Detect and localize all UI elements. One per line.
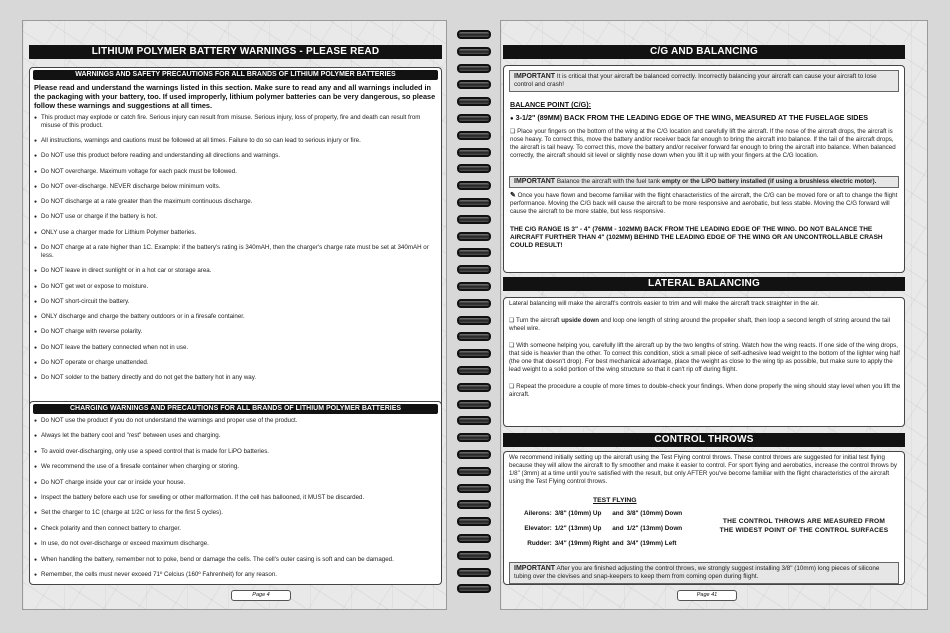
spiral-ring: [457, 349, 491, 358]
throws-intro: We recommend initially setting up the aircraft using the Test Flying control throws. These control throws are suggested for initial test flying because they will allow the aircraft to fly smoother and make it easier to control. For sport flying and aerobatics, increase the control throws by 1/8" (3mm) at a time until you're satisfied with the result, but only AFTER you've become familiar with the flight characteristics of the aircraft using the Test Flying control throws.: [509, 454, 897, 485]
spiral-ring: [457, 248, 491, 257]
balance-point-text: 3-1/2" (89MM) BACK FROM THE LEADING EDGE OF THE WING, MEASURED AT THE FUSELAGE SIDES: [515, 113, 869, 122]
cg-box: [503, 65, 905, 273]
left-page: [22, 20, 447, 610]
warnings-list: [30, 111, 441, 383]
important-text: It is critical that your aircraft be balanced correctly. Incorrectly balancing your aircraft can cause your aircraft to lose control and crash!: [514, 73, 877, 88]
throws-row: [524, 521, 685, 536]
cg-title: C/G AND BALANCING: [503, 45, 905, 59]
spiral-ring: [457, 433, 491, 442]
warning-item: ● Do NOT use this product before reading and understanding all directions and warnings.: [34, 152, 437, 160]
lateral-step-1-emphasis: upside down: [561, 317, 599, 324]
spiral-ring: [457, 551, 491, 560]
right-page: [500, 20, 928, 610]
lateral-title: LATERAL BALANCING: [503, 277, 905, 291]
charging-item: ● In use, do not over-discharge or exceed maximum discharge.: [34, 540, 437, 548]
charging-item: ● We recommend the use of a firesafe container when charging or storing.: [34, 463, 437, 471]
pencil-icon: ✎: [510, 192, 516, 199]
warning-item: ● Do NOT leave in direct sunlight or in a hot car or storage area.: [34, 267, 437, 275]
spiral-ring: [457, 450, 491, 459]
charging-box: [29, 401, 442, 585]
throw-surface: Ailerons:: [524, 510, 552, 517]
throws-important: [509, 562, 899, 584]
charging-item: ● Set the charger to 1C (charge at 1/2C or less for the first 5 cycles).: [34, 509, 437, 517]
spiral-ring: [457, 47, 491, 56]
bullet-icon: ●: [510, 116, 514, 122]
charging-item: ● Do NOT charge inside your car or inside your house.: [34, 479, 437, 487]
spiral-ring: [457, 64, 491, 73]
spiral-ring: [457, 534, 491, 543]
spiral-ring: [457, 97, 491, 106]
throws-note: THE CONTROL THROWS ARE MEASURED FROM THE WIDEST POINT OF THE CONTROL SURFACES: [719, 518, 889, 534]
throw-and: and: [612, 540, 624, 547]
spiral-ring: [457, 265, 491, 274]
spiral-ring: [457, 181, 491, 190]
throw-first: 3/4" (19mm) Right: [554, 540, 610, 547]
spiral-ring: [457, 282, 491, 291]
warning-item: ● Do NOT use or charge if the battery is hot.: [34, 213, 437, 221]
important-text: Balance the aircraft with the fuel tank: [556, 178, 661, 185]
cg-step-1: [510, 128, 900, 160]
throw-first: 1/2" (13mm) Up: [554, 525, 602, 532]
spiral-ring: [457, 164, 491, 173]
important-text: After you are finished adjusting the control throws, we strongly suggest installing 3/8" (10mm) long pieces of silicone tubing over the clevises and snap-keepers to keep them from coming open during flight.: [514, 565, 880, 580]
test-flying-heading: TEST FLYING: [593, 497, 637, 504]
throws-table: [524, 506, 685, 551]
spiral-ring: [457, 316, 491, 325]
lateral-step-1: [509, 317, 901, 333]
lateral-step-3: [509, 383, 901, 399]
checkbox-icon: ❏: [509, 383, 515, 390]
warning-item: ● ONLY discharge and charge the battery outdoors or in a firesafe container.: [34, 313, 437, 321]
cg-step-1-text: Place your fingers on the bottom of the wing at the C/G location and carefully lift the aircraft. If the nose of the aircraft drops, the aircraft is nose heavy. To correct this, move the battery and/or receiver back far enough to bring the aircraft into balance. If the tail of the aircraft drops, the aircraft is tail heavy. To correct this, move the battery and/or receiver forward far enough to bring the aircraft into balance. When balanced correctly, the aircraft should sit level or slightly nose down when you lift it up with your fingers at the C/G location.: [510, 128, 896, 159]
spiral-ring: [457, 215, 491, 224]
charging-item: ● Check polarity and then connect battery to charger.: [34, 525, 437, 533]
important-label: IMPORTANT: [514, 73, 556, 80]
cg-important: [509, 70, 899, 92]
warning-item: ● This product may explode or catch fire. Serious injury can result from misuse. Serious injury, loss of property, fire and death can result from misuse of this product.: [34, 114, 437, 130]
spiral-ring: [457, 383, 491, 392]
warning-item: ● Do NOT over-discharge. NEVER discharge below minimum volts.: [34, 183, 437, 191]
page-number: Page 41: [677, 590, 737, 601]
spiral-ring: [457, 131, 491, 140]
spiral-ring: [457, 30, 491, 39]
cg-range: THE C/G RANGE IS 3" - 4" (76MM - 102MM) BACK FROM THE LEADING EDGE OF THE WING. DO NOT BALANCE THE AIRCRAFT FURTHER THAN 4" (102MM) BEHIND THE LEADING EDGE OF THE WING OR AN UNCONTROLLABLE CRASH COULD RESULT!: [510, 226, 883, 250]
warning-item: ● Do NOT solder to the battery directly and do not get the battery hot in any way.: [34, 374, 437, 382]
charging-item: ● Always let the battery cool and "rest" between uses and charging.: [34, 432, 437, 440]
spiral-ring: [457, 500, 491, 509]
warning-item: ● Do NOT discharge at a rate greater than the maximum continuous discharge.: [34, 198, 437, 206]
spiral-ring: [457, 299, 491, 308]
spiral-ring: [457, 400, 491, 409]
charging-list: [30, 414, 441, 579]
spiral-binding: [455, 30, 493, 610]
throws-row: [524, 536, 685, 551]
charging-item: ● Do NOT use the product if you do not understand the warnings and proper use of the product.: [34, 417, 437, 425]
charging-item: ● Remember, the cells must never exceed 71º Celcius (160º Fahrenheit) for any reason.: [34, 571, 437, 579]
lateral-step-1-text: Turn the aircraft: [516, 317, 560, 324]
throw-and: and: [612, 510, 624, 517]
cg-note-text: Once you have flown and become familiar with the flight characteristics of the aircraft, the C/G can be moved fore or aft to change the flight performance. Moving the C/G back will cause the aircraft to be more responsive and aerobatic, but less stable. Moving the C/G forward will cause the aircraft to be more stable, but less responsive.: [510, 192, 898, 215]
battery-warnings-title: LITHIUM POLYMER BATTERY WARNINGS - PLEASE READ: [29, 45, 442, 59]
lateral-step-3-text: Repeat the procedure a couple of more times to double-check your findings. When done properly the wing should stay level when you lift the aircraft.: [509, 383, 901, 398]
warning-item: ● Do NOT overcharge. Maximum voltage for each pack must be followed.: [34, 168, 437, 176]
spiral-ring: [457, 366, 491, 375]
spiral-ring: [457, 148, 491, 157]
throw-first: 3/8" (10mm) Up: [554, 510, 602, 517]
warning-item: ● All instructions, warnings and cautions must be followed at all times. Failure to do so can lead to serious injury or fire.: [34, 137, 437, 145]
spiral-ring: [457, 484, 491, 493]
throws-row: [524, 506, 685, 521]
spiral-ring: [457, 332, 491, 341]
important-label: IMPORTANT: [514, 565, 556, 572]
lateral-step-2: [509, 342, 901, 374]
warning-item: ● Do NOT short-circuit the battery.: [34, 298, 437, 306]
warning-item: ● Do NOT charge at a rate higher than 1C. Example: if the battery's rating is 340mAH, then the charger's charge rate must be set at 340mAH or less.: [34, 244, 437, 260]
control-throws-box: [503, 451, 905, 585]
checkbox-icon: ❏: [510, 128, 516, 135]
spiral-ring: [457, 467, 491, 476]
control-throws-title: CONTROL THROWS: [503, 433, 905, 447]
warning-item: ● Do NOT leave the battery connected when not in use.: [34, 344, 437, 352]
spiral-ring: [457, 416, 491, 425]
charging-item: ● To avoid over-discharging, only use a speed control that is made for LiPO batteries.: [34, 448, 437, 456]
throw-second: 3/4" (19mm) Left: [626, 540, 677, 547]
spiral-ring: [457, 114, 491, 123]
warnings-box: [29, 67, 442, 411]
warning-item: ● Do NOT charge with reverse polarity.: [34, 328, 437, 336]
charging-item: ● When handling the battery, remember not to poke, bend or damage the cells. The cell's outer casing is soft and can be damaged.: [34, 556, 437, 564]
important-label: IMPORTANT: [514, 178, 556, 185]
warnings-intro: Please read and understand the warnings listed in this section. Make sure to read any and all warnings included in the packaging with your battery, too. If used improperly, lithium polymer batteries can be very dangerous, so please follow these warnings and suggestions at all times.: [34, 83, 436, 111]
balance-point-label: BALANCE POINT (C/G):: [510, 100, 592, 109]
warning-item: ● Do NOT get wet or expose to moisture.: [34, 283, 437, 291]
spiral-ring: [457, 80, 491, 89]
warnings-heading: WARNINGS AND SAFETY PRECAUTIONS FOR ALL BRANDS OF LITHIUM POLYMER BATTERIES: [33, 70, 438, 80]
throw-second: 1/2" (13mm) Down: [626, 525, 683, 532]
warning-item: ● ONLY use a charger made for Lithium Polymer batteries.: [34, 229, 437, 237]
spiral-ring: [457, 232, 491, 241]
spiral-ring: [457, 198, 491, 207]
spiral-ring: [457, 568, 491, 577]
warning-item: ● Do NOT operate or charge unattended.: [34, 359, 437, 367]
important-text-bold: empty or the LiPO battery installed (if using a brushless electric motor).: [661, 178, 877, 185]
charging-item: ● Inspect the battery before each use for swelling or other malformation. If the cell has ballooned, it MUST be discarded.: [34, 494, 437, 502]
cg-important-2: [509, 176, 899, 188]
spiral-ring: [457, 584, 491, 593]
throw-surface: Rudder:: [527, 540, 552, 547]
lateral-step-1-text-end: and loop one length of string around the propeller shaft, then loop a second length of string around the tail wheel wire.: [509, 317, 891, 332]
balance-point-value: [510, 113, 868, 122]
charging-heading: CHARGING WARNINGS AND PRECAUTIONS FOR ALL BRANDS OF LITHIUM POLYMER BATTERIES: [33, 404, 438, 414]
lateral-intro: Lateral balancing will make the aircraft's controls easier to trim and will make the aircraft track straighter in the air.: [509, 300, 819, 307]
throw-second: 3/8" (10mm) Down: [626, 510, 683, 517]
checkbox-icon: ❏: [509, 342, 515, 349]
lateral-box: [503, 297, 905, 427]
checkbox-icon: ❏: [509, 317, 515, 324]
cg-note: [510, 192, 900, 216]
throw-and: and: [612, 525, 624, 532]
throw-surface: Elevator:: [524, 525, 552, 532]
page-number: Page 4: [231, 590, 291, 601]
spiral-ring: [457, 517, 491, 526]
lateral-step-2-text: With someone helping you, carefully lift the aircraft up by the two lengths of string. Watch how the wing reacts. If one side of the wing drops, that side is heavier than the other. To correct this condition, stick a small piece of self-adhesive lead weight to the bottom of the lighter wing half (the one that doesn't drop). For best mechanical advantage, place the weight as close to the wing tip as possible, but make sure to apply the lead weight to a solid portion of the wing structure so that it can't rip off during flight.: [509, 342, 900, 373]
